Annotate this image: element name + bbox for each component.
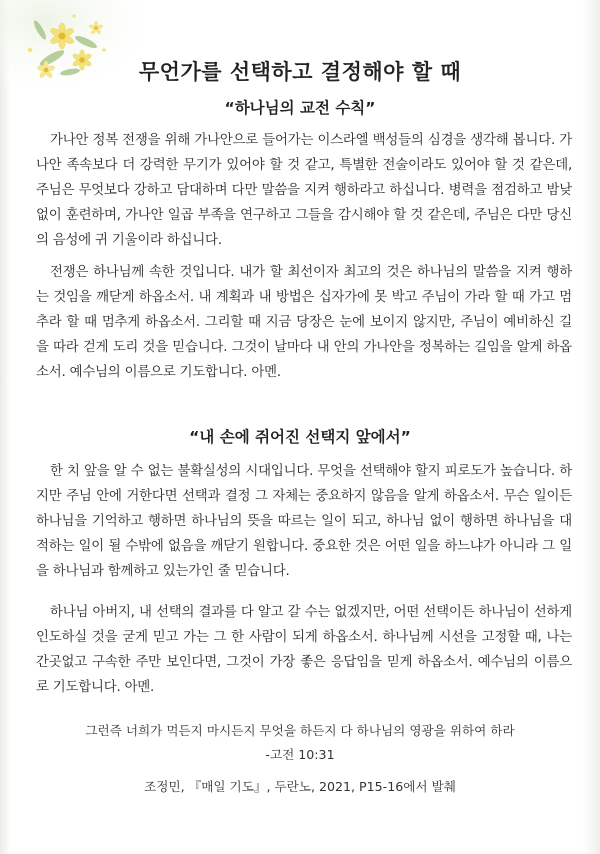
paragraph-1: 가나안 정복 전쟁을 위해 가나안으로 들어가는 이스라엘 백성들의 심경을 생각해 봅니다. 가나안 족속보다 더 강력한 무기가 있어야 할 것 같고, 특별한 전술이라도 있어야 할 것 같은데, 주님은 무엇보다 강하고 담대하며 다만 말씀을 지켜 행하라고 하십니다. 병력을 점검하고 밤낮 없이 훈련하며, 가나안 일곱 부족을 연구하고 그들을 감시해야 할 것 같은데, 주님은 다만 당신의 음성에 귀 기울이라 하십니다.: [36, 133, 572, 248]
section-heading-2: “내 손에 쥐어진 선택지 앞에서”: [189, 428, 411, 446]
section-heading-1: “하나님의 교전 수칙”: [224, 99, 376, 117]
page-title: 무언가를 선택하고 결정해야 할 때: [138, 60, 462, 84]
paragraph-3: 한 치 앞을 알 수 없는 불확실성의 시대입니다. 무엇을 선택해야 할지 피로도가 높습니다. 하지만 주님 안에 거한다면 선택과 결정 그 자체는 중요하지 않음을 알게 하옵소서. 무슨 일이든 하나님을 기억하고 행하면 하나님의 뜻을 따르는 일이 되고, 하나님 없이 행하면 하나님을 대적하는 일이 될 수밖에 없음을 깨닫기 원합니다. 중요한 것은 어떤 일을 하느냐가 아니라 그 일을 하나님과 함께하고 있는가인 줄 믿습니다.: [36, 464, 572, 579]
source-citation: 조정민, 『매일 기도』, 두란노, 2021, P15-16에서 발췌: [144, 779, 456, 794]
scripture-verse: 그런즉 너희가 먹든지 마시든지 무엇을 하든지 다 하나님의 영광을 위하여 하라: [85, 723, 515, 738]
scripture-reference: -고전 10:31: [265, 747, 335, 762]
paragraph-4: 하나님 아버지, 내 선택의 결과를 다 알고 갈 수는 없겠지만, 어떤 선택이든 하나님이 선하게 인도하실 것을 굳게 믿고 가는 그 한 사람이 되게 하옵소서. 하나님께 시선을 고정할 때, 나는 간곳없고 구속한 주만 보인다면, 그것이 가장 좋은 응답임을 믿게 하옵소서. 예수님의 이름으로 기도합니다. 아멘.: [36, 605, 572, 695]
paragraph-2: 전쟁은 하나님께 속한 것입니다. 내가 할 최선이자 최고의 것은 하나님의 말씀을 지켜 행하는 것임을 깨닫게 하옵소서. 내 계획과 내 방법은 십자가에 못 박고 주님이 가라 할 때 가고 멈추라 할 때 멈추게 하옵소서. 그리할 때 지금 당장은 눈에 보이지 않지만, 주님이 예비하신 길을 따라 걷게 도리 것을 믿습니다. 그것이 날마다 내 안의 가나안을 정복하는 길임을 알게 하옵소서. 예수님의 이름으로 기도합니다. 아멘.: [36, 265, 572, 380]
